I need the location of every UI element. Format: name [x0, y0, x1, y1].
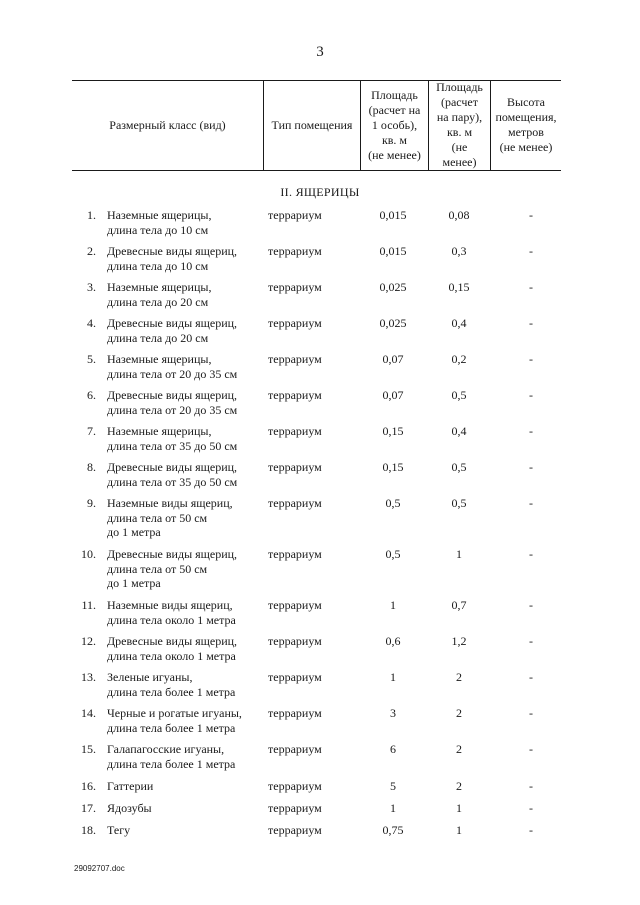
height-value: -	[529, 496, 533, 510]
header-room-type: Тип помещения	[271, 117, 353, 132]
area-single-value: 1	[390, 670, 396, 684]
area-pair-value: 2	[456, 742, 462, 756]
area-single-value: 1	[390, 801, 396, 815]
area-pair-value: 0,15	[448, 280, 470, 294]
species-name: Наземные ящерицы, длина тела до 20 см	[107, 280, 212, 309]
row-number: 12.	[81, 634, 96, 648]
species-name: Древесные виды ящериц, длина тела до 20 см	[107, 316, 238, 345]
area-single-value: 6	[390, 742, 396, 756]
area-pair-value: 0,4	[451, 424, 467, 438]
height-value: -	[529, 388, 533, 402]
header-species: Размерный класс (вид)	[109, 117, 226, 132]
header-area-single: Площадь (расчет на 1 особь), кв. м (не менее)	[368, 87, 421, 162]
species-name: Наземные ящерицы, длина тела от 20 до 35 см	[107, 352, 238, 381]
species-name: Древесные виды ящериц, длина тела до 10 см	[107, 244, 238, 273]
row-number: 9.	[87, 496, 96, 510]
row-number: 10.	[81, 547, 96, 561]
area-pair-value: 0,5	[451, 388, 467, 402]
height-value: -	[529, 460, 533, 474]
area-pair-value: 0,3	[451, 244, 467, 258]
row-number: 16.	[81, 779, 96, 793]
height-value: -	[529, 244, 533, 258]
height-value: -	[529, 706, 533, 720]
area-single-value: 0,015	[379, 208, 407, 222]
header-bottom-rule	[72, 170, 561, 171]
species-name: Галапагосские игуаны, длина тела более 1 метра	[107, 742, 236, 771]
height-value: -	[529, 352, 533, 366]
room-type: террариум	[268, 244, 322, 258]
species-name: Древесные виды ящериц, длина тела около 1 метра	[107, 634, 238, 663]
room-type: террариум	[268, 316, 322, 330]
species-name: Ядозубы	[107, 801, 152, 815]
species-name: Наземные виды ящериц, длина тела от 50 см до 1 метра	[107, 496, 233, 539]
room-type: террариум	[268, 779, 322, 793]
page-number: 3	[316, 44, 324, 60]
area-pair-value: 0,4	[451, 316, 467, 330]
area-pair-value: 1	[456, 801, 462, 815]
row-number: 13.	[81, 670, 96, 684]
area-single-value: 3	[390, 706, 396, 720]
species-name: Наземные ящерицы, длина тела от 35 до 50 см	[107, 424, 238, 453]
species-name: Черные и рогатые игуаны, длина тела более 1 метра	[107, 706, 242, 735]
species-name: Древесные виды ящериц, длина тела от 50 см до 1 метра	[107, 547, 238, 590]
room-type: террариум	[268, 706, 322, 720]
area-pair-value: 0,5	[451, 496, 467, 510]
area-pair-value: 2	[456, 670, 462, 684]
area-pair-value: 1	[456, 823, 462, 837]
area-pair-value: 2	[456, 779, 462, 793]
area-pair-value: 1	[456, 547, 462, 561]
species-name: Наземные виды ящериц, длина тела около 1 метра	[107, 598, 236, 627]
room-type: террариум	[268, 598, 322, 612]
height-value: -	[529, 670, 533, 684]
height-value: -	[529, 424, 533, 438]
room-type: террариум	[268, 547, 322, 561]
height-value: -	[529, 316, 533, 330]
area-single-value: 0,15	[382, 460, 404, 474]
row-number: 3.	[87, 280, 96, 294]
area-single-value: 0,015	[379, 244, 407, 258]
area-single-value: 0,75	[382, 823, 404, 837]
room-type: террариум	[268, 352, 322, 366]
height-value: -	[529, 779, 533, 793]
row-number: 14.	[81, 706, 96, 720]
area-pair-value: 0,2	[451, 352, 467, 366]
area-single-value: 0,6	[385, 634, 401, 648]
height-value: -	[529, 208, 533, 222]
height-value: -	[529, 634, 533, 648]
row-number: 2.	[87, 244, 96, 258]
footer-filename: 29092707.doc	[74, 864, 125, 873]
height-value: -	[529, 598, 533, 612]
header-area-pair: Площадь (расчет на пару), кв. м (не менее)	[436, 80, 483, 169]
height-value: -	[529, 801, 533, 815]
room-type: террариум	[268, 496, 322, 510]
area-single-value: 0,025	[379, 316, 407, 330]
species-name: Наземные ящерицы, длина тела до 10 см	[107, 208, 212, 237]
area-single-value: 0,07	[382, 388, 404, 402]
area-single-value: 0,5	[385, 547, 401, 561]
row-number: 8.	[87, 460, 96, 474]
row-number: 7.	[87, 424, 96, 438]
room-type: террариум	[268, 280, 322, 294]
area-single-value: 0,025	[379, 280, 407, 294]
row-number: 18.	[81, 823, 96, 837]
row-number: 11.	[81, 598, 96, 612]
area-pair-value: 0,5	[451, 460, 467, 474]
height-value: -	[529, 823, 533, 837]
area-single-value: 5	[390, 779, 396, 793]
room-type: террариум	[268, 823, 322, 837]
species-name: Древесные виды ящериц, длина тела от 20 до 35 см	[107, 388, 238, 417]
room-type: террариум	[268, 208, 322, 222]
height-value: -	[529, 742, 533, 756]
area-single-value: 0,15	[382, 424, 404, 438]
area-pair-value: 1,2	[451, 634, 467, 648]
row-number: 15.	[81, 742, 96, 756]
height-value: -	[529, 547, 533, 561]
row-number: 4.	[87, 316, 96, 330]
area-single-value: 0,07	[382, 352, 404, 366]
area-pair-value: 0,7	[451, 598, 467, 612]
row-number: 6.	[87, 388, 96, 402]
row-number: 1.	[87, 208, 96, 222]
room-type: террариум	[268, 460, 322, 474]
area-pair-value: 2	[456, 706, 462, 720]
room-type: террариум	[268, 801, 322, 815]
room-type: террариум	[268, 388, 322, 402]
species-name: Древесные виды ящериц, длина тела от 35 до 50 см	[107, 460, 238, 489]
area-pair-value: 0,08	[448, 208, 470, 222]
height-value: -	[529, 280, 533, 294]
species-name: Гаттерии	[107, 779, 154, 793]
area-single-value: 1	[390, 598, 396, 612]
room-type: террариум	[268, 742, 322, 756]
room-type: террариум	[268, 670, 322, 684]
area-single-value: 0,5	[385, 496, 401, 510]
row-number: 5.	[87, 352, 96, 366]
section-title: II. ЯЩЕРИЦЫ	[280, 185, 360, 199]
header-height: Высота помещения, метров (не менее)	[495, 95, 557, 154]
room-type: террариум	[268, 634, 322, 648]
species-name: Зеленые игуаны, длина тела более 1 метра	[107, 670, 236, 699]
species-name: Тегу	[107, 823, 131, 837]
row-number: 17.	[81, 801, 96, 815]
room-type: террариум	[268, 424, 322, 438]
